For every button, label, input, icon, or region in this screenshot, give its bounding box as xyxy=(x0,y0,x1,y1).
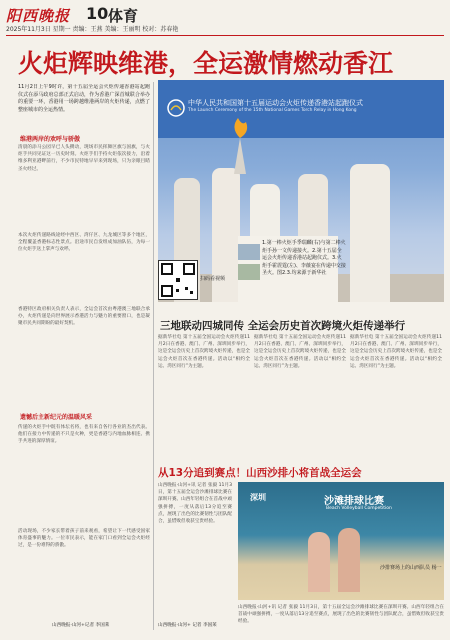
photo-caption: 1.第一棒火炬手季瑞麟(右)与第二棒火炬手孙一文传递接火。2.第十五届全运会火炬传递香港站起跑仪式。3.火炬手霍震霆(左)、李薇宴在传递中交接圣火。图2.3.均来源于新华社 xyxy=(262,240,346,277)
second-body-col-2: 据新华社电 第十五届全国运动会火炬传递11月2日在香港、澳门、广州、深圳同步举行，这是全运会历史上首次跨境火炬传递，也是全运会火炬首次在香港传递。活动以“相约全运、湾区同行”为主题。 xyxy=(254,335,346,369)
main-body-4: 传递的火炬手中既有体坛名将，也有来自各行各业的杰出代表。他们在接力中传递的不只是火种，更是香港与内地血脉相连、携手共进的深厚情谊。 xyxy=(18,425,150,445)
torchbearer-figure xyxy=(350,164,390,302)
third-body-col-1: 山西晚报·山河+讯 记者 张毅 11月3日，第十五届全运会沙滩排球比赛在深圳开赛。山西年轻组合在首战中顽强拼搏，一度从落后13分追至赛点，展现了出色的比赛韧性与团队配合，虽惜败但收获宝贵经验。 xyxy=(158,483,232,525)
banner-title: 中华人民共和国第十五届运动会火炬传递香港站起跑仪式 xyxy=(188,99,363,107)
volleyball-photo-caption: 沙排赛场上的山西队员 杨一 xyxy=(380,565,442,571)
second-body-col-3: 据新华社电 第十五届全国运动会火炬传递11月2日在香港、澳门、广州、深圳同步举行，这是全运会历史上首次跨境火炬传递，也是全运会火炬首次在香港传递。活动以“相约全运、湾区同行”为主题。 xyxy=(350,335,442,369)
qr-label: 扫码看视频 xyxy=(200,276,226,282)
beach-volleyball-photo xyxy=(238,482,444,600)
qr-code[interactable] xyxy=(158,260,198,300)
third-headline: 从13分追到赛点！山西沙排小将首战全运会 xyxy=(158,467,362,479)
main-body-1: 清晨的添马公园早已人头攒动，现场市民挥舞区旗与国旗，与火炬手共同见证这一历史时刻。火炬手们手持火炬依次接力，沿着维多利亚港畔前行，不少市民特地早早来到现场，只为亲眼目睹圣火经过。 xyxy=(18,145,150,172)
third-byline: 山西晚报·山河+ 记者 李国莱 xyxy=(158,623,217,628)
main-headline: 火炬辉映维港，全运激情燃动香江 xyxy=(18,49,394,78)
main-body-5: 活动现场，不少家长带着孩子前来观看，希望让下一代感受国家体育盛事的魅力。一位市民表示，能在家门口看到全运会火炬经过，是一份难得的骄傲。 xyxy=(18,529,150,549)
masthead-rule xyxy=(6,35,444,36)
qr-code-icon xyxy=(159,261,197,299)
second-body-col-1: 据新华社电 第十五届全国运动会火炬传递11月2日在香港、澳门、广州、深圳同步举行，这是全运会历史上首次跨境火炬传递，也是全运会火炬首次在香港传递。活动以“相约全运、湾区同行”为主题。 xyxy=(158,335,250,369)
main-body-2: 本次火炬传递路线途经中西区、湾仔区、九龙城区等多个地区，全程覆盖香港标志性景点。沿途市民自发组成加油队伍，为每一位火炬手送上掌声与欢呼。 xyxy=(18,233,150,253)
main-byline: 山西晚报·山河+记者 李国莱 xyxy=(52,623,110,628)
main-lead: 11月2日上午9时许，第十五届全运会火炬传递香港站起跑仪式在添马政府总部正式启动，作为香港广深首城联合举办的重要一环，香港用一场跨越维港两岸的火炬传递，点燃了整座城市的全运热情。 xyxy=(18,84,150,113)
athlete-figure xyxy=(338,528,360,592)
games-emblem-icon xyxy=(166,98,186,118)
venue-sign: 深圳 xyxy=(250,493,266,502)
event-title: 沙滩排球比赛 xyxy=(324,496,384,507)
page-number: 10 xyxy=(86,4,109,23)
thumbnail-image xyxy=(238,244,260,260)
masthead xyxy=(6,2,444,33)
ceremony-banner xyxy=(158,80,444,138)
banner-english: The Launch Ceremony of the 15th National Games Torch Relay in Hong Kong xyxy=(188,108,357,113)
column-divider xyxy=(153,82,154,630)
dateline: 2025年11月3日 星期一 责编：王燕 美编：王丽明 校对：苏春艳 xyxy=(6,26,179,33)
event-title-english: Beach Volleyball Competition xyxy=(326,506,392,511)
main-body-3: 香港特区政府相关负责人表示，全运会首次由粤港澳三地联合承办，火炬传递是向世界展示香港活力与魅力的重要窗口，也是凝聚市民共同期盼的最好契机。 xyxy=(18,307,150,327)
section-title: 体育 xyxy=(108,7,139,25)
newspaper-logo: 阳西晚报 xyxy=(6,7,71,25)
subhead-2: 遗憾后主新纪元的温暖风采 xyxy=(20,414,93,421)
second-headline: 三地联动四城同传 全运会历史首次跨境火炬传递举行 xyxy=(160,320,406,332)
athlete-figure xyxy=(308,532,330,592)
subhead-1: 维港两岸的欢呼与骄傲 xyxy=(20,136,81,143)
third-body-col-2: 山西晚报·山河+讯 记者 张毅 11月3日，第十五届全运会沙滩排球比赛在深圳开赛。山西年轻组合在首战中顽强拼搏，一度从落后13分追至赛点，展现了出色的比赛韧性与团队配合，虽惜败但收获宝贵经验。 xyxy=(238,605,444,625)
torch-icon xyxy=(220,118,260,174)
thumbnail-image xyxy=(238,264,260,280)
